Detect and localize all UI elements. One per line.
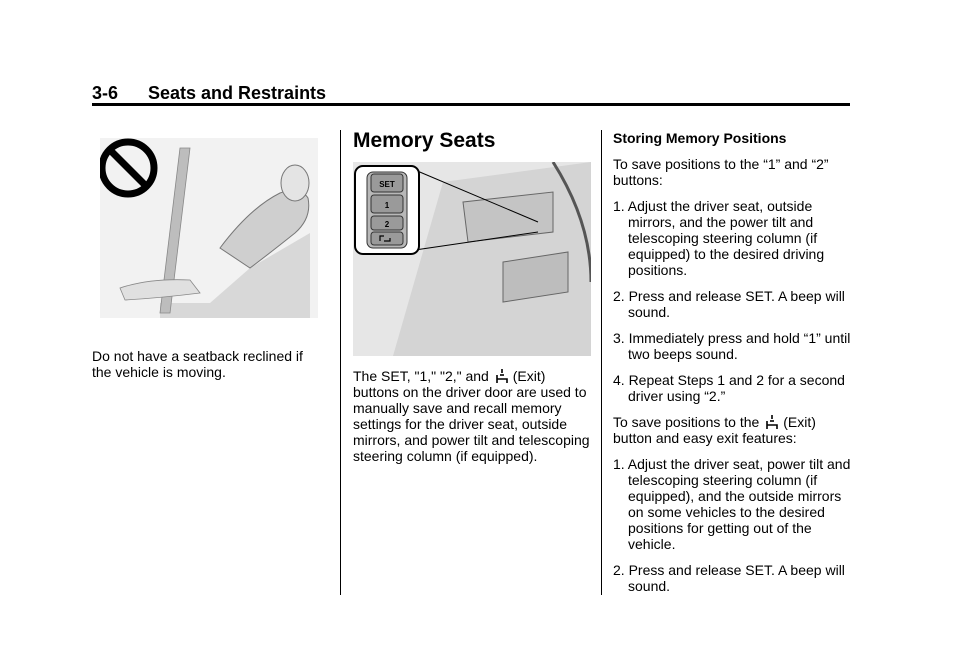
set-button-label: SET xyxy=(379,180,395,189)
exit-intro-label: (Exit) xyxy=(783,414,816,430)
exit-intro-suffix: button and easy exit features: xyxy=(613,430,797,446)
exit-step-item: 2. Press and release SET. A beep will sound. xyxy=(613,562,845,594)
exit-intro xyxy=(613,414,853,446)
storing-heading: Storing Memory Positions xyxy=(613,130,787,146)
description-prefix: The SET, "1," "2," and xyxy=(353,368,489,384)
button-1-label: 1 xyxy=(384,201,390,210)
middle-column xyxy=(353,130,591,474)
description-suffix: buttons on the driver door are used to manually save and recall memory settings for the driver seat, outside mirrors, and power tilt and telescoping steering column (if equipped). xyxy=(353,384,590,464)
step-item: 1. Adjust the driver seat, outside mirrors, and the power tilt and telescoping steering column (if equipped) to the desired driving positions. xyxy=(613,198,825,278)
warning-caption: Do not have a seatback reclined if the vehicle is moving. xyxy=(92,348,303,380)
step-item: 4. Repeat Steps 1 and 2 for a second driver using “2.” xyxy=(613,372,845,404)
right-column xyxy=(613,130,853,604)
column-divider-2 xyxy=(601,130,602,595)
section-title: Seats and Restraints xyxy=(148,83,327,103)
button-2-label: 2 xyxy=(384,220,390,229)
step-item: 3. Immediately press and hold “1” until two beeps sound. xyxy=(613,330,851,362)
door-memory-buttons-illustration xyxy=(353,162,591,356)
page-number: 3-6 xyxy=(92,83,119,103)
reclined-seat-illustration xyxy=(100,138,318,318)
page-header xyxy=(92,81,850,105)
exit-label: (Exit) xyxy=(512,368,546,384)
storing-intro: To save positions to the “1” and “2” buttons: xyxy=(613,156,829,188)
exit-icon xyxy=(495,368,511,384)
exit-icon xyxy=(765,414,781,430)
exit-intro-prefix: To save positions to the xyxy=(613,414,760,430)
column-divider-1 xyxy=(340,130,341,595)
step-item: 2. Press and release SET. A beep will sound. xyxy=(613,288,845,320)
header-rule xyxy=(92,103,850,106)
exit-step-item: 1. Adjust the driver seat, power tilt and telescoping steering column (if equipped), and the outside mirrors on some vehicles to the desired positions for getting out of the vehicle. xyxy=(613,456,851,552)
section-heading: Memory Seats xyxy=(353,129,496,152)
left-column xyxy=(92,130,324,390)
memory-seats-description xyxy=(353,368,591,464)
